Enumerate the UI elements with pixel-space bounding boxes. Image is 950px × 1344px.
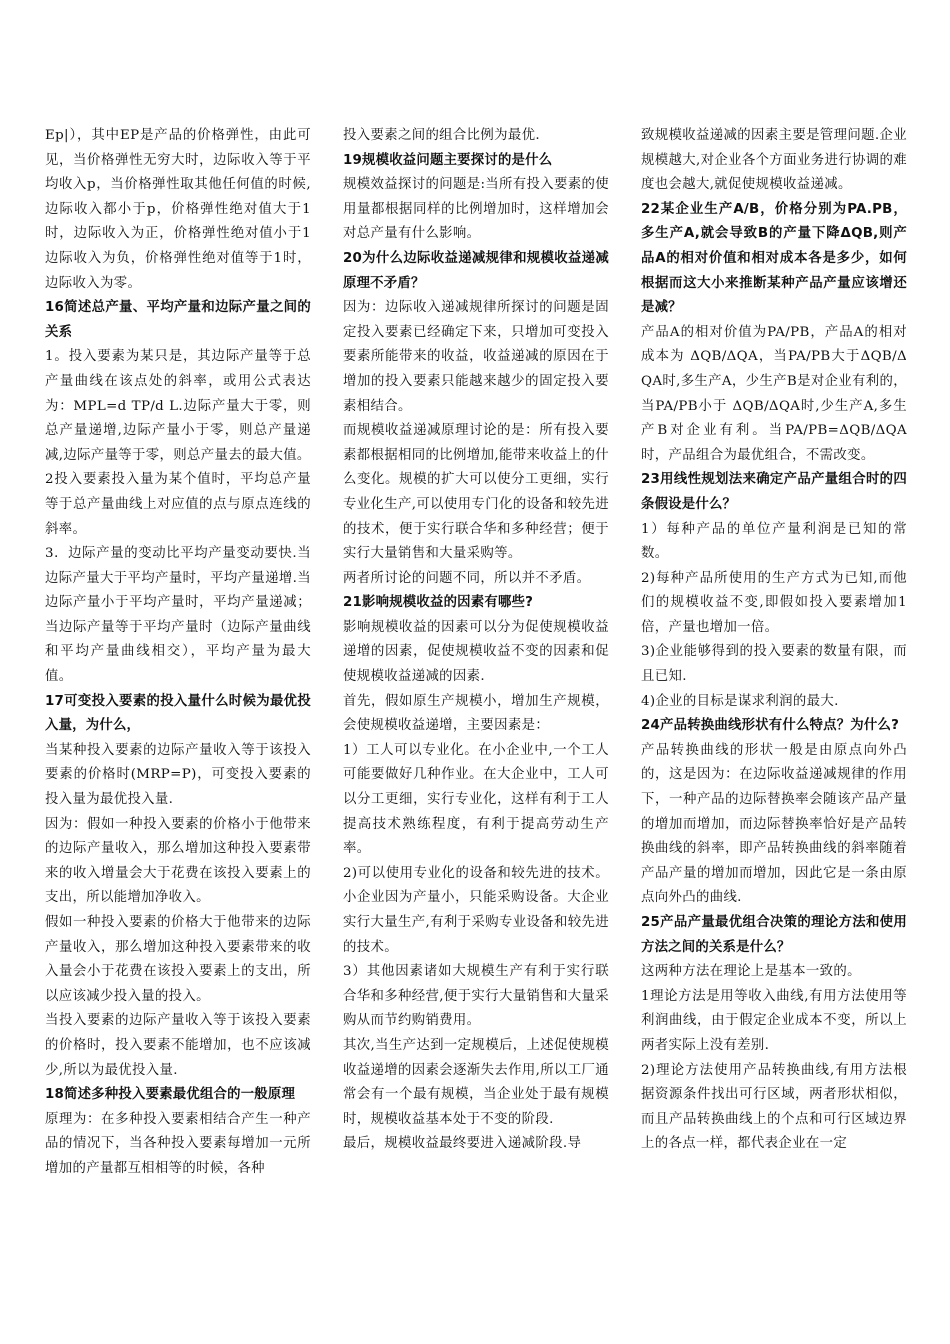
body-paragraph: 2投入要素投入量为某个值时，平均总产量等于总产量曲线上对应值的点与原点连线的斜率。 [45,472,311,537]
section-heading: 17可变投入要素的投入量什么时候为最优投入量，为什么， [45,693,311,734]
text-column-left [45,124,311,1182]
body-paragraph: 4)企业的目标是谋求利润的最大. [641,693,839,709]
body-paragraph: 1）工人可以专业化。在小企业中,一个工人可能要做好几种作业。在大企业中，工人可以分工更细，实行专业化，这样有利于工人提高技术熟练程度，有利于提高劳动生产率。 [343,742,609,857]
section-heading: 21影响规模收益的因素有哪些? [343,595,534,611]
text-column-middle [343,124,609,1157]
body-paragraph: 投入要素之间的组合比例为最优. [343,128,540,143]
section-heading: 22某企业生产A/B，价格分别为PA.PB，多生产A,就会导致B的产量下降ΔQB,则产品A的相对价值和相对成本各是多少，如何根据而这大小来推断某种产品产量应该增还是减？ [641,201,907,316]
text-column-right [641,124,907,1157]
body-paragraph: 产品转换曲线的形状一般是由原点向外凸的，这是因为：在边际收益递减规律的作用下，一种产品的边际替换率会随该产品产量的增加而增加，而边际替换率恰好是产品转换曲线的斜率，即产品转换曲线的斜率随着产品产量的增加而增加，因此它是一条由原点向外凸的曲线. [641,742,907,906]
body-paragraph: 这两种方法在理论上是基本一致的。 [641,964,861,980]
body-paragraph: 1）每种产品的单位产量利润是已知的常数。 [641,521,907,562]
body-paragraph: 2)理论方法使用产品转换曲线,有用方法根据资源条件找出可行区域，两者形状相似，而且产品转换曲线上的个点和可行区域边界上的各点一样，都代表企业在一定 [641,1062,907,1152]
body-paragraph: 3）其他因素诸如大规模生产有利于实行联合华和多种经营,便于实行大量销售和大量采购从而节约购销费用。 [343,964,609,1029]
body-paragraph: 影响规模收益的因素可以分为促使规模收益递增的因素，促使规模收益不变的因素和促使规模收益递减的因素. [343,619,609,685]
body-paragraph: 规模效益探讨的问题是:当所有投入要素的使用量都根据同样的比例增加时，这样增加会对总产量有什么影响。 [343,177,609,242]
body-paragraph: 首先，假如原生产规模小，增加生产规模，会使规模收益递增，主要因素是： [343,693,609,734]
body-paragraph: 1理论方法是用等收入曲线,有用方法使用等利润曲线，由于假定企业成本不变，所以上两者实际上没有差别. [641,988,907,1053]
body-paragraph: 产品A的相对价值为PA/PB，产品A的相对成本为 ΔQB/ΔQA，当PA/PB大于ΔQB/ΔQA时,多生产A，少生产B是对企业有利的，当PA/PB小于 ΔQB/ΔQA时,少生产A,多生产B对企业有利。当PA/PB=ΔQB/ΔQA时，产品组合为最优组合，不需改变。 [641,324,908,463]
body-paragraph: Ep|），其中EP是产品的价格弹性，由此可见，当价格弹性无穷大时，边际收入等于平均收入p，当价格弹性取其他任何值的时候,边际收入都小于p，价格弹性绝对值大于1时，边际收入为正，价格弹性绝对值小于1边际收入为负，价格弹性绝对值等于1时，边际收入为零。 [45,128,311,291]
section-heading: 18简述多种投入要素最优组合的一般原理 [45,1087,296,1103]
section-heading: 20为什么边际收益递减规律和规模收益递减原理不矛盾？ [343,250,609,291]
section-heading: 19规模收益问题主要探讨的是什么 [343,152,553,168]
body-paragraph: 两者所讨论的问题不同，所以并不矛盾。 [343,570,591,586]
body-paragraph: 其次,当生产达到一定规模后，上述促使规模收益递增的因素会逐渐失去作用,所以工厂通常会有一个最有规模，当企业处于最有规模时，规模收益基本处于不变的阶段. [343,1037,609,1127]
body-paragraph: 2)每种产品所使用的生产方式为已知,而他们的规模收益不变,即假如投入要素增加1倍，产量也增加一倍。 [641,570,907,635]
body-paragraph: 假如一种投入要素的价格大于他带来的边际产量收入，那么增加这种投入要素带来的收入量会小于花费在该投入要素上的支出，所以应该减少投入量的投入。 [45,915,311,1004]
body-paragraph: 2)可以使用专业化的设备和较先进的技术。小企业因为产量小，只能采购设备。大企业实行大量生产,有利于采购专业设备和较先进的技术。 [343,865,609,955]
section-heading: 25产品产量最优组合决策的理论方法和使用方法之间的关系是什么？ [641,915,907,955]
body-paragraph: 因为：边际收入递减规律所探讨的问题是固定投入要素已经确定下来，只增加可变投入要素所能带来的收益，收益递减的原因在于增加的投入要素只能越来越少的固定投入要素相结合。 [343,300,609,414]
body-paragraph: 1。投入要素为某只是，其边际产量等于总产量曲线在该点处的斜率，或用公式表达为：MPL=d TP/d L.边际产量大于零，则总产量递增,边际产量小于零，则总产量递减,边际产量等于零，则总产量去的最大值。 [45,349,311,463]
section-heading: 16简述总产量、平均产量和边际产量之间的关系 [45,300,311,340]
body-paragraph: 致规模收益递减的因素主要是管理问题.企业规模越大,对企业各个方面业务进行协调的难度也会越大,就促使规模收益递减。 [641,128,907,193]
body-paragraph: 因为：假如一种投入要素的价格小于他带来的边际产量收入，那么增加这种投入要素带来的收入增量会大于花费在该投入要素上的支出，所以能增加净收入。 [45,816,311,906]
body-paragraph: 而规模收益递减原理讨论的是：所有投入要素都根据相同的比例增加,能带来收益上的什么变化。规模的扩大可以使分工更细，实行专业化生产,可以使用专门化的设备和较先进的技术，便于实行联合华和多种经营；便于实行大量销售和大量采购等。 [343,423,609,562]
body-paragraph: 当投入要素的边际产量收入等于该投入要素的价格时，投入要素不能增加，也不应该减少,所以为最优投入量. [45,1013,311,1078]
body-paragraph: 3)企业能够得到的投入要素的数量有限，而且已知. [641,644,907,685]
body-paragraph: 当某种投入要素的边际产量收入等于该投入要素的价格时(MRP=P)，可变投入要素的投入量为最优投入量. [45,742,311,808]
body-paragraph: 原理为：在多种投入要素相结合产生一种产品的情况下，当各种投入要素每增加一元所增加的产量都互相相等的时候，各种 [45,1111,311,1176]
body-paragraph: 3．边际产量的变动比平均产量变动要快.当边际产量大于平均产量时，平均产量递增.当边际产量小于平均产量时，平均产量递减；当边际产量等于平均产量时（边际产量曲线和平均产量曲线相交），平均产量为最大值。 [45,546,311,685]
section-heading: 24产品转换曲线形状有什么特点？为什么? [641,718,900,734]
section-heading: 23用线性规划法来确定产品产量组合时的四条假设是什么？ [641,472,907,512]
body-paragraph: 最后，规模收益最终要进入递减阶段.导 [343,1136,582,1152]
